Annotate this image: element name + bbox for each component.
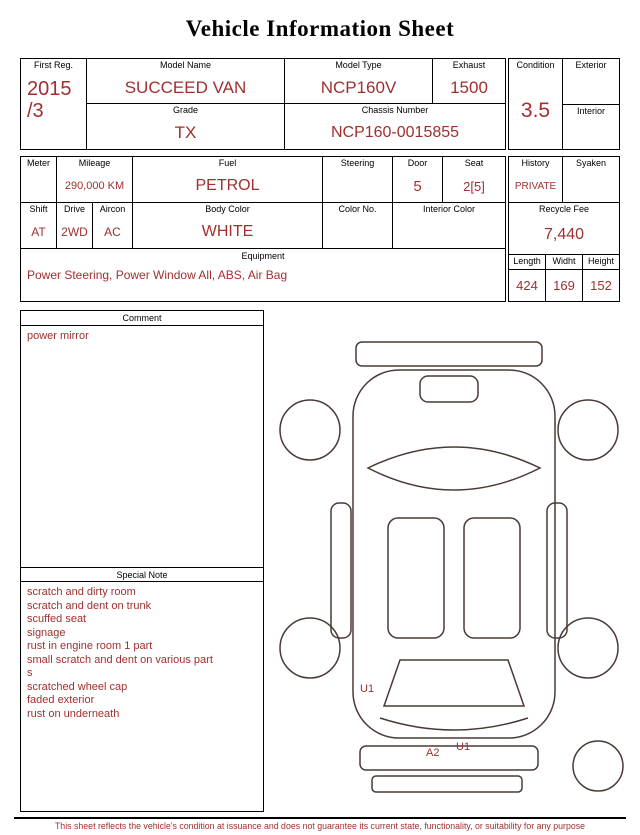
length-value: 424 xyxy=(509,270,546,301)
meter-label: Meter xyxy=(26,158,50,168)
grade-cell xyxy=(87,104,285,149)
special-note-header: Special Note xyxy=(21,567,263,582)
cargo-panel-right xyxy=(464,518,520,638)
wheel-rear-right xyxy=(558,618,618,678)
meter-cell xyxy=(21,157,57,202)
spec-table xyxy=(20,156,506,302)
shift-label: Shift xyxy=(29,204,48,214)
front-bumper xyxy=(356,342,542,366)
steering-value xyxy=(323,170,392,202)
special-note-line: s xyxy=(27,667,33,679)
equipment-label: Equipment xyxy=(241,251,285,261)
windshield xyxy=(368,447,540,490)
condition-block xyxy=(508,58,620,150)
syaken-label: Syaken xyxy=(575,158,607,168)
special-note-line: rust on underneath xyxy=(27,707,120,720)
exhaust-label: Exhaust xyxy=(452,60,486,70)
recycle-fee-label: Recycle Fee xyxy=(538,204,590,214)
body-color-value: WHITE xyxy=(201,223,254,240)
syaken-cell xyxy=(563,157,619,202)
car-diagram xyxy=(268,318,630,806)
seat-label: Seat xyxy=(464,158,484,168)
color-no-cell xyxy=(323,203,393,248)
model-type-cell xyxy=(285,59,433,103)
aircon-label: Aircon xyxy=(99,204,126,214)
cargo-panel-left xyxy=(388,518,444,638)
fuel-cell xyxy=(133,157,323,202)
special-note-line: scratch and dent on trunk xyxy=(27,599,152,612)
shift-value: AT xyxy=(31,225,46,239)
condition-cell xyxy=(509,59,563,149)
rear-bumper xyxy=(360,746,538,770)
door-value: 5 xyxy=(413,177,422,195)
exhaust-value: 1500 xyxy=(450,77,488,97)
drive-label: Drive xyxy=(63,204,85,214)
color-no-label: Color No. xyxy=(338,204,377,214)
equipment-value: Power Steering, Power Window All, ABS, Air Bag xyxy=(27,268,288,282)
special-note-line: scratch and dirty room xyxy=(27,586,136,598)
interior-label: Interior xyxy=(576,106,605,116)
meter-value xyxy=(21,170,56,202)
chassis-label: Chassis Number xyxy=(361,105,429,115)
grade-value: TX xyxy=(174,123,197,142)
page-title: Vehicle Information Sheet xyxy=(185,16,455,41)
wheel-rear-left xyxy=(280,618,340,678)
exhaust-cell xyxy=(433,59,505,103)
special-note-line: small scratch and dent on various part xyxy=(27,653,213,666)
left-side-panel xyxy=(331,503,351,638)
exterior-value xyxy=(563,72,619,104)
model-name-value: SUCCEED VAN xyxy=(124,77,247,97)
history-value: PRIVATE xyxy=(514,180,557,192)
interior-value xyxy=(563,118,619,149)
dimensions-cell xyxy=(509,255,619,301)
wheel-front-left xyxy=(280,400,340,460)
height-value: 152 xyxy=(590,278,612,293)
door-label: Door xyxy=(407,158,428,168)
mileage-label: Mileage xyxy=(78,158,111,168)
comment-box xyxy=(20,310,264,812)
drive-value: 2WD xyxy=(61,225,88,239)
top-table xyxy=(20,58,506,150)
seat-value: 2[5] xyxy=(463,178,485,194)
car-diagram-area xyxy=(268,318,630,806)
special-note-line: scuffed seat xyxy=(27,613,87,625)
car-body-outline xyxy=(353,370,555,738)
condition-label: Condition xyxy=(516,60,555,70)
special-note-content xyxy=(21,582,263,811)
comment-content xyxy=(21,326,263,567)
model-type-label: Model Type xyxy=(335,60,382,70)
drive-cell xyxy=(57,203,93,248)
damage-label-u1-rear: U1 xyxy=(456,741,471,753)
width-label: Widht xyxy=(546,255,583,269)
comment-text: power mirror xyxy=(27,330,89,342)
interior-cell xyxy=(563,105,619,149)
fuel-label: Fuel xyxy=(218,158,237,168)
comment-header: Comment xyxy=(21,311,263,326)
interior-color-value xyxy=(393,216,505,248)
first-reg-month: /3 xyxy=(27,100,44,122)
steering-cell xyxy=(323,157,393,202)
mileage-value: 290,000 KM xyxy=(64,180,125,192)
damage-label-a2: A2 xyxy=(426,747,440,759)
wheel-front-right xyxy=(558,400,618,460)
width-value: 169 xyxy=(546,270,583,301)
first-reg-year: 2015 xyxy=(27,78,72,100)
interior-color-cell xyxy=(393,203,505,248)
rear-garnish xyxy=(372,776,522,792)
rear-panel-arc xyxy=(380,718,528,730)
grade-label: Grade xyxy=(172,105,198,115)
hood-panel xyxy=(420,376,478,402)
syaken-value xyxy=(563,170,619,202)
recycle-fee-cell xyxy=(509,203,619,255)
body-color-label: Body Color xyxy=(205,204,250,214)
aircon-cell xyxy=(93,203,133,248)
first-reg-value xyxy=(21,72,86,149)
aircon-value: AC xyxy=(104,225,121,239)
history-cell xyxy=(509,157,563,202)
rear-window xyxy=(384,660,524,706)
spare-tire xyxy=(573,741,623,791)
exterior-label: Exterior xyxy=(575,60,607,70)
footer-disclaimer: This sheet reflects the vehicle's condition at issuance and does not guarantee its current state, functionality, or suitability for any purpose xyxy=(14,817,626,831)
history-block xyxy=(508,156,620,302)
seat-cell xyxy=(443,157,505,202)
model-type-value: NCP160V xyxy=(320,77,397,97)
fuel-value: PETROL xyxy=(195,177,260,194)
recycle-fee-value: 7,440 xyxy=(543,226,585,243)
condition-value: 3.5 xyxy=(520,98,551,122)
damage-label-u1-side: U1 xyxy=(360,683,375,695)
chassis-value: NCP160-0015855 xyxy=(330,124,460,141)
body-color-cell xyxy=(133,203,323,248)
color-no-value xyxy=(323,216,392,248)
first-reg-label: First Reg. xyxy=(33,60,73,70)
interior-color-label: Interior Color xyxy=(422,204,476,214)
height-label: Height xyxy=(587,256,614,266)
history-label: History xyxy=(521,158,550,168)
special-note-line: scratched wheel cap xyxy=(27,680,128,693)
exterior-cell xyxy=(563,59,619,105)
first-reg-cell xyxy=(21,59,87,149)
chassis-cell xyxy=(285,104,505,149)
model-name-cell xyxy=(87,59,285,103)
special-note-line: rust in engine room 1 part xyxy=(27,640,153,652)
steering-label: Steering xyxy=(340,158,375,168)
special-note-line: faded exterior xyxy=(27,694,95,706)
special-note-line: signage xyxy=(27,626,66,639)
right-side-panel xyxy=(547,503,567,638)
model-name-label: Model Name xyxy=(159,60,212,70)
mileage-cell xyxy=(57,157,133,202)
shift-cell xyxy=(21,203,57,248)
door-cell xyxy=(393,157,443,202)
length-label: Length xyxy=(509,255,546,269)
